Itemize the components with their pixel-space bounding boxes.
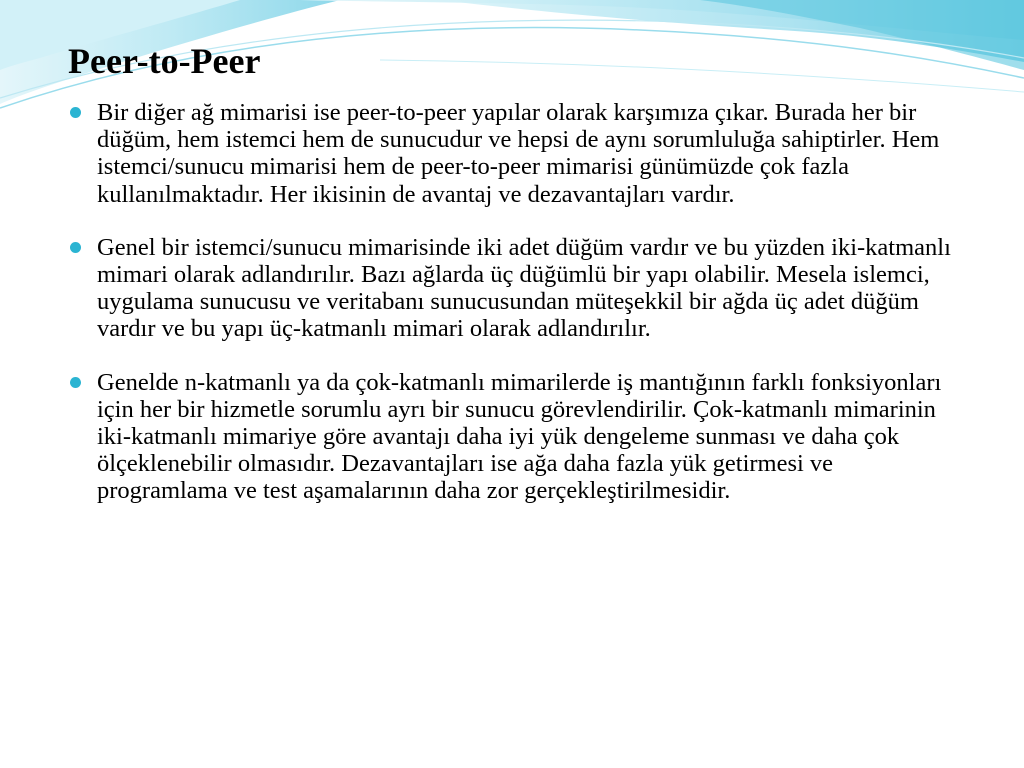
slide-title: Peer-to-Peer — [68, 41, 261, 81]
bullet-dot-icon — [70, 377, 81, 388]
bullet-item-n-tier — [68, 369, 968, 505]
bullet-item-client-server — [68, 234, 968, 343]
bullet-list — [68, 99, 968, 531]
bullet-dot-icon — [70, 107, 81, 118]
bullet-item-peer-to-peer — [68, 99, 968, 208]
bullet-text: Genel bir istemci/sunucu mimarisinde iki adet düğüm vardır ve bu yüzden iki-katmanlı mimari olarak adlandırılır. Bazı ağlarda üç düğümlü bir yapı olabilir. Mesela islemci, uygulama sunucusu ve veritabanı sunucusundan müteşekkil bir ağda üç adet düğüm vardır ve bu yapı üç-katmanlı mimari olarak adlandırılır. — [97, 233, 951, 343]
bullet-dot-icon — [70, 242, 81, 253]
wave-line-3 — [380, 60, 1024, 92]
bullet-text: Bir diğer ağ mimarisi ise peer-to-peer yapılar olarak karşımıza çıkar. Burada her bir düğüm, hem istemci hem de sunucudur ve hepsi de aynı sorumluluğa sahiptirler. Hem istemci/sunucu mimarisi hem de peer-to-peer mimarisi günümüzde çok fazla kullanılmaktadır. Her ikisinin de avantaj ve dezavantajları vardır. — [97, 99, 940, 208]
bullet-text: Genelde n-katmanlı ya da çok-katmanlı mimarilerde iş mantığının farklı fonksiyonları için her bir hizmetle sorumlu ayrı bir sunucu görevlendirilir. Çok-katmanlı mimarinin iki-katmanlı mimariye göre avantajı daha iyi yük dengeleme sunması ve daha çok ölçeklenebilir olmasıdır. Dezavantajları ise ağa daha fazla yük getirmesi ve programlama ve test aşamalarının daha zor gerçekleştirilmesidir. — [97, 368, 942, 505]
